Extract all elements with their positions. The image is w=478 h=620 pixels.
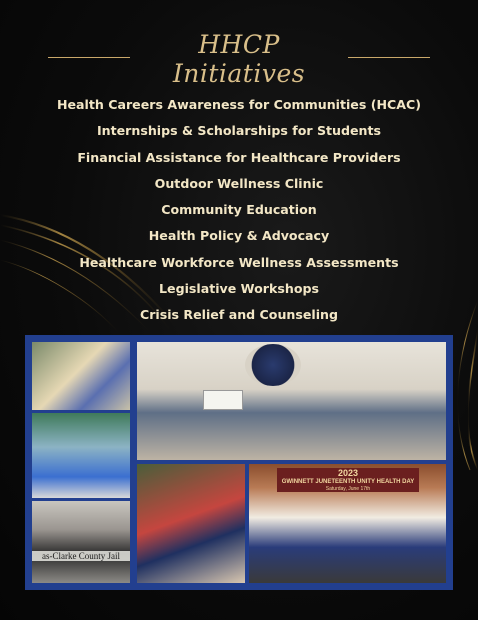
photo-group-masks [32,413,130,498]
photo-county-jail [32,501,130,583]
initiative-item: Outdoor Wellness Clinic [154,175,324,191]
initiative-item: Crisis Relief and Counseling [139,307,339,323]
banner-date: Saturday, June 17th [325,486,371,492]
photo-juneteenth-health-day [249,464,446,583]
title-row [0,30,478,88]
eagle-mascot-image [245,344,301,386]
photo-collage [25,335,453,590]
initiative-item: Health Policy & Advocacy [148,228,330,244]
initiatives-list [0,92,478,329]
title-rule-left [48,57,130,58]
initiative-item: Community Education [161,202,317,218]
initiative-item: Internships & Scholarships for Students [96,123,382,139]
initiative-item: Legislative Workshops [159,281,319,297]
title-rule-right [348,57,430,58]
jail-sign: as-Clarke County Jail [32,551,130,561]
juneteenth-banner [277,468,419,492]
check-image [203,390,243,410]
initiative-item: Financial Assistance for Healthcare Providers [77,149,401,165]
initiative-item: Healthcare Workforce Wellness Assessments [79,254,399,270]
banner-year: 2023 [337,468,359,478]
photo-students-selfie [137,464,245,583]
photo-check-presentation [137,342,446,460]
initiative-item: Health Careers Awareness for Communities (HCAC) [56,97,422,112]
banner-title: GWINNETT JUNETEENTH UNITY HEALTH DAY [281,479,415,485]
page-title: HHCP Initiatives [172,30,306,88]
photo-volunteer-supplies [32,342,130,410]
